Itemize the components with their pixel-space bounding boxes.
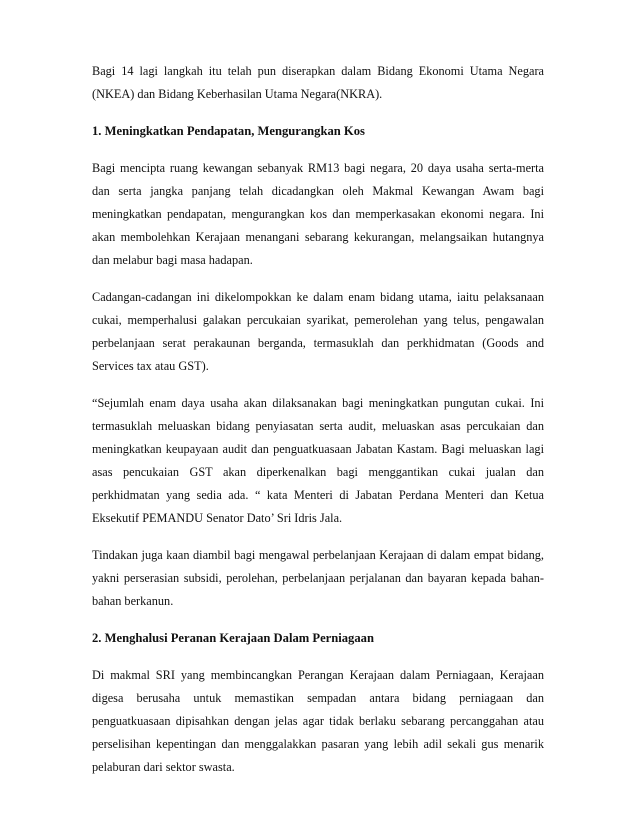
paragraph-2: Cadangan-cadangan ini dikelompokkan ke dalam enam bidang utama, iaitu pelaksanaan cukai, memperhalusi galakan percukaian syarikat, pemerolehan yang telus, pengawalan perbelanjaan serat perakaunan berganda, termasuklah dan perkhidmatan (Goods and Services tax atau GST). xyxy=(92,290,544,373)
paragraph-4: Tindakan juga kaan diambil bagi mengawal perbelanjaan Kerajaan di dalam empat bidang, yakni perserasian subsidi, perolehan, perbelanjaan perjalanan dan bayaran kepada bahan-bahan berkanun. xyxy=(92,548,544,608)
paragraph-3: “Sejumlah enam daya usaha akan dilaksanakan bagi meningkatkan pungutan cukai. Ini termasuklah meluaskan bidang penyiasatan serta audit, meluaskan asas percukaian dan meningkatkan keupayaan audit dan penguatkuasaan Jabatan Kastam. Bagi meluaskan lagi asas pencukaian GST akan diperkenalkan bagi menggantikan cukai jualan dan perkhidmatan yang sedia ada. “ kata Menteri di Jabatan Perdana Menteri dan Ketua Eksekutif PEMANDU Senator Dato’ Sri Idris Jala. xyxy=(92,396,544,525)
document-page xyxy=(92,60,544,793)
section-heading-1: 1. Meningkatkan Pendapatan, Mengurangkan Kos xyxy=(92,124,365,138)
paragraph-5: Di makmal SRI yang membincangkan Perangan Kerajaan dalam Perniagaan, Kerajaan digesa berusaha untuk memastikan sempadan antara bidang perniagaan dan penguatkuasaan dipisahkan dengan jelas agar tidak berlaku sebarang percanggahan atau perselisihan kepentingan dan menggalakkan pasaran yang lebih adil sekali gus menarik pelaburan dari sektor swasta. xyxy=(92,668,544,774)
intro-paragraph: Bagi 14 lagi langkah itu telah pun diserapkan dalam Bidang Ekonomi Utama Negara (NKEA) dan Bidang Keberhasilan Utama Negara(NKRA). xyxy=(92,64,544,101)
section-heading-2: 2. Menghalusi Peranan Kerajaan Dalam Perniagaan xyxy=(92,631,374,645)
paragraph-1: Bagi mencipta ruang kewangan sebanyak RM13 bagi negara, 20 daya usaha serta-merta dan serta jangka panjang telah dicadangkan oleh Makmal Kewangan Awam bagi meningkatkan pendapatan, mengurangkan kos dan memperkasakan ekonomi negara. Ini akan membolehkan Kerajaan menangani sebarang kekurangan, melangsaikan hutangnya dan melabur bagi masa hadapan. xyxy=(92,161,544,267)
